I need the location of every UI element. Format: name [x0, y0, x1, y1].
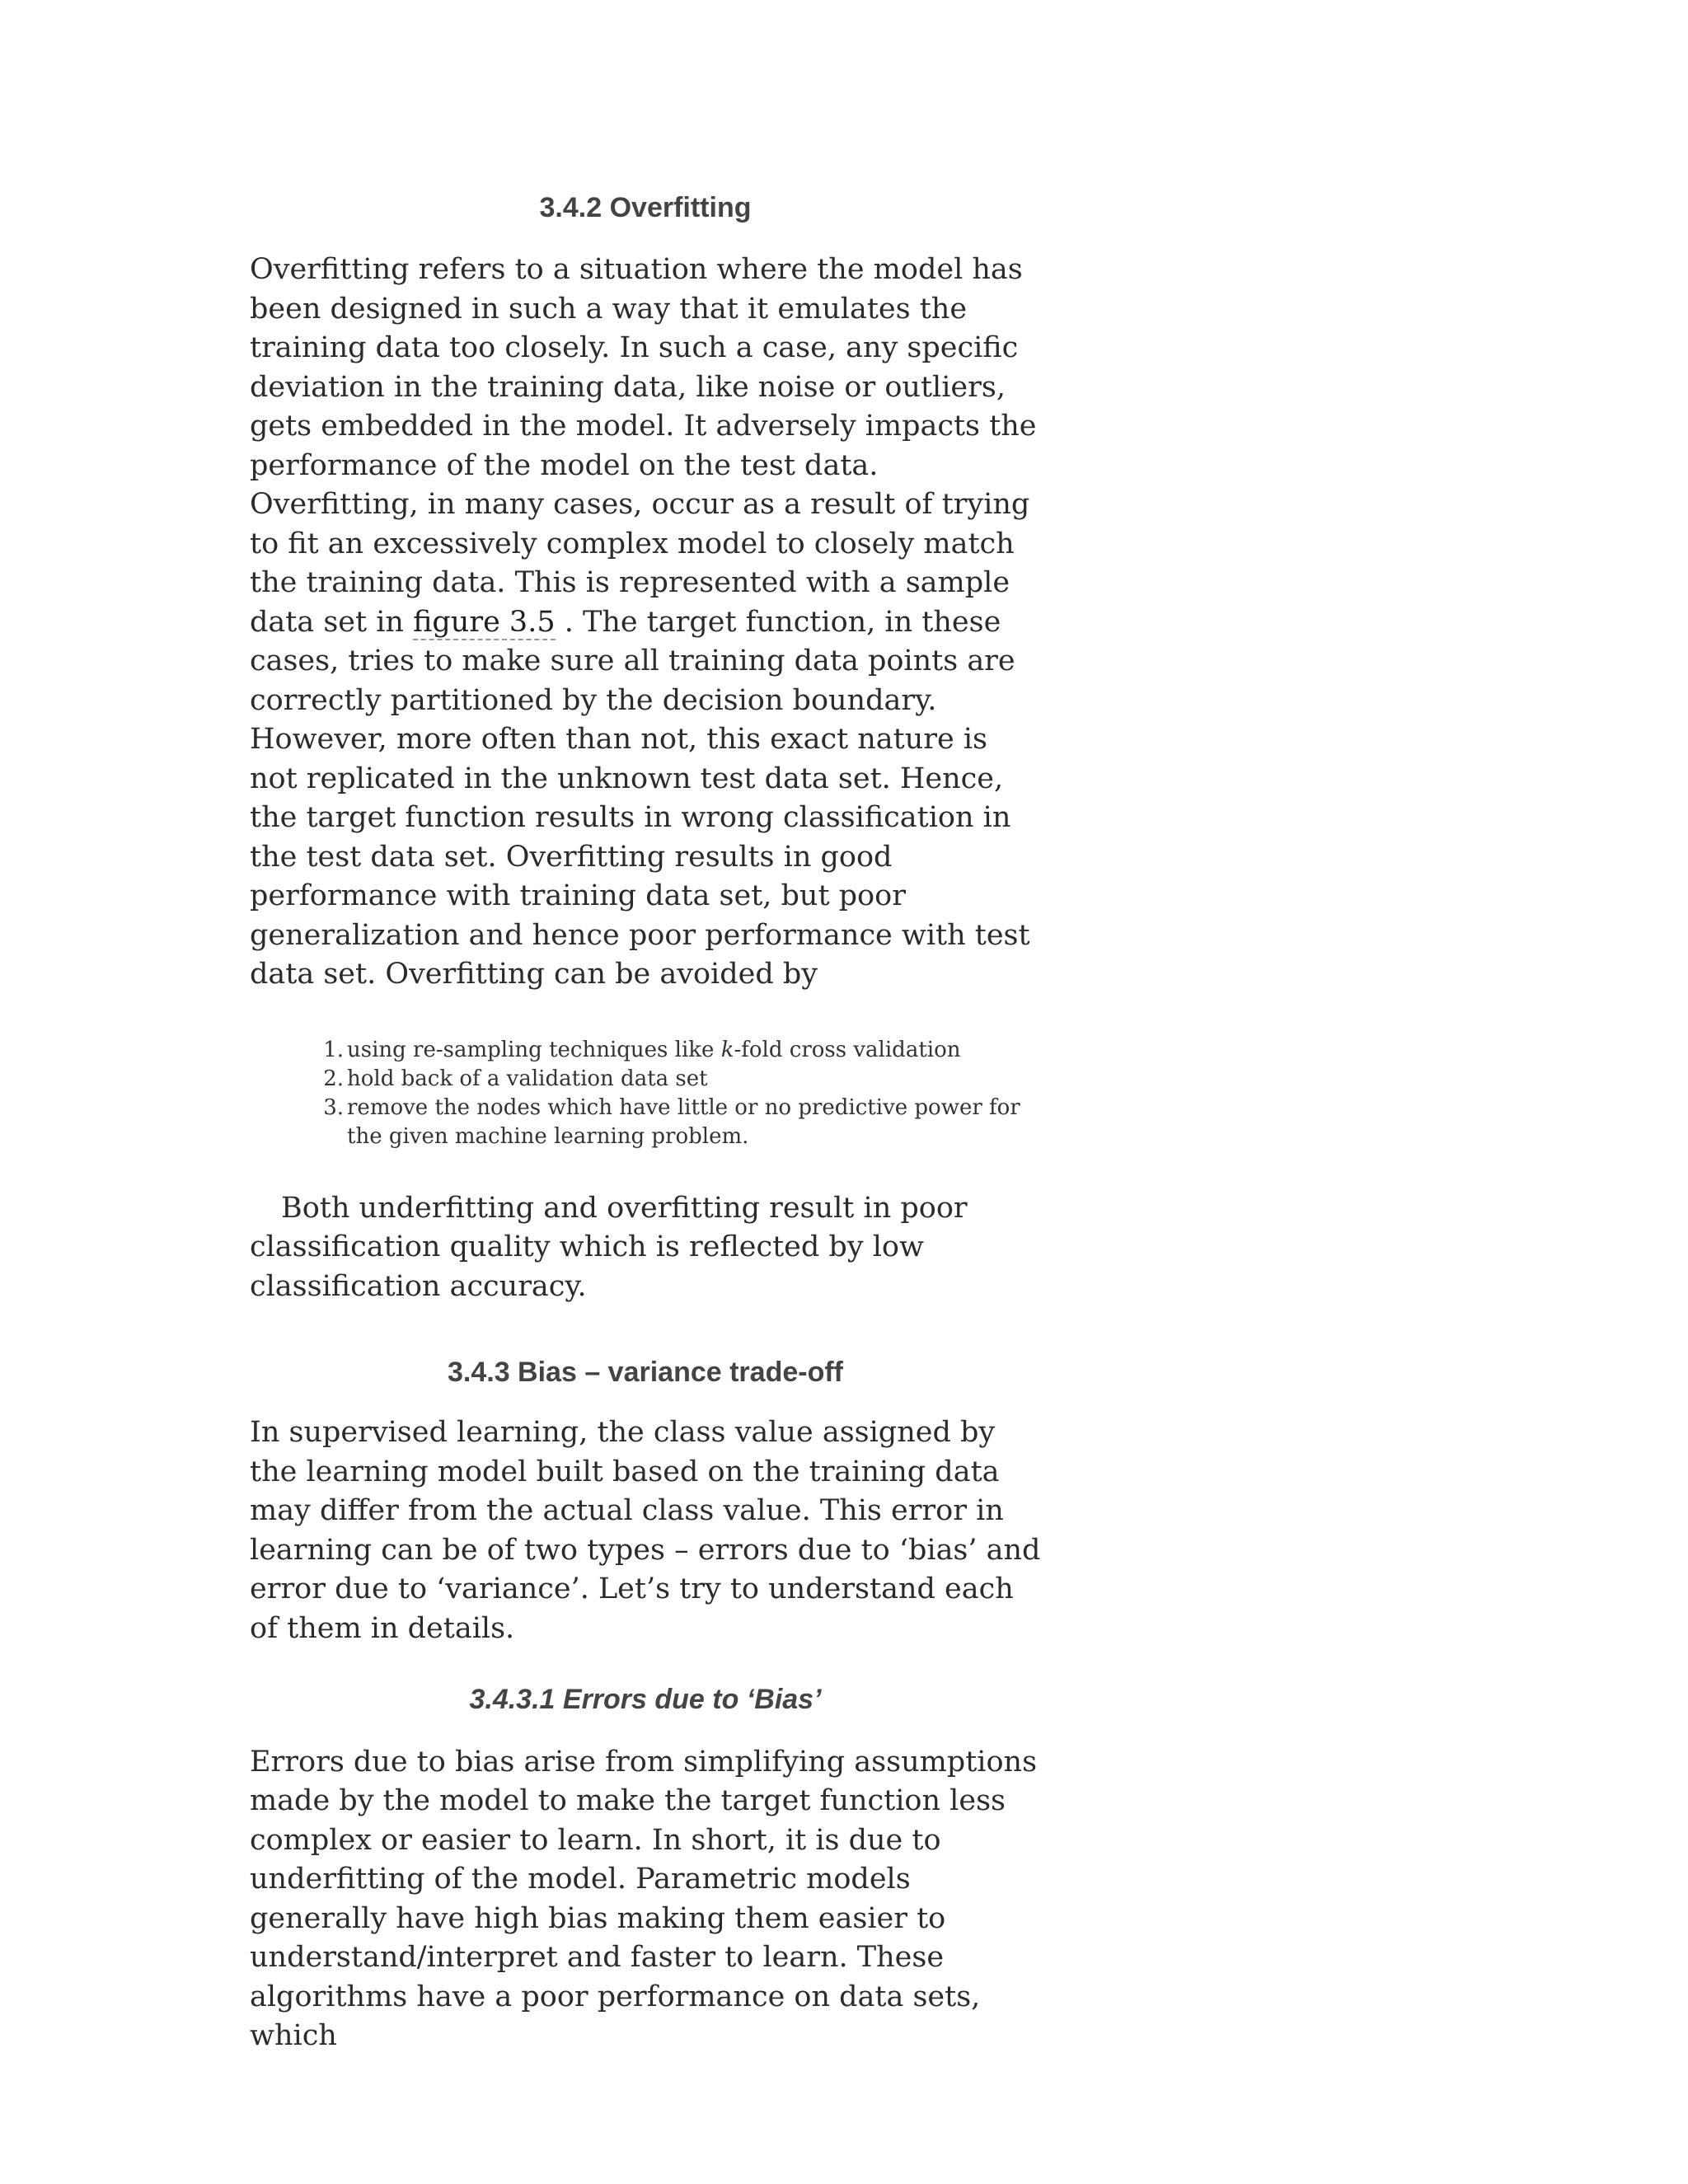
list-item: [323, 1094, 1041, 1151]
list-item-number: 2.: [323, 1066, 344, 1091]
overfitting-paragraph-text-1: Overfitting refers to a situation where the model has been designed in such a way that it emulates the training data too closely. In such a case, any specific deviation in the training data, like noise or outliers, gets embedded in the model. It adversely impacts the performance of the model on the test data. Overfitting, in many cases, occur as a result of trying to fit an excessively complex model to closely match the training data. This is represented with a sample data set in: [250, 253, 1037, 639]
section-heading-errors-bias: 3.4.3.1 Errors due to ‘Bias’: [469, 1684, 822, 1716]
list-item: [323, 1065, 1041, 1094]
list-item-text: hold back of a validation data set: [347, 1066, 708, 1091]
list-item-text: remove the nodes which have little or no predictive power for the given machine learning problem.: [347, 1094, 1020, 1149]
figure-3-5-link[interactable]: figure 3.5: [413, 605, 556, 639]
document-page: [250, 190, 1041, 2056]
list-item-text: using re-sampling techniques like: [347, 1037, 721, 1062]
list-item-emphasis: k: [720, 1037, 734, 1062]
avoid-overfitting-list: [250, 1036, 1041, 1151]
section-heading-bias-variance: 3.4.3 Bias – variance trade-off: [447, 1357, 843, 1389]
overfitting-paragraph: [250, 251, 1041, 995]
list-item-text-end: -fold cross validation: [734, 1037, 961, 1062]
errors-bias-paragraph: Errors due to bias arise from simplifying assumptions made by the model to make the target function less complex or easier to learn. In short, it is due to underfitting of the model. Parametric models generally have high bias making them easier to understand/interpret and faster to learn. These algorithms have a poor performance on data sets, which: [250, 1745, 1038, 2053]
overfitting-paragraph-text-2: . The target function, in these cases, tries to make sure all training data points are correctly partitioned by the decision boundary. However, more often than not, this exact nature is not replicated in the unknown test data set. Hence, the target function results in wrong classification in the test data set. Overfitting results in good performance with training data set, but poor generalization and hence poor performance with test data set. Overfitting can be avoided by: [250, 605, 1030, 991]
section-heading-overfitting: 3.4.2 Overfitting: [539, 192, 752, 223]
list-item-number: 3.: [323, 1094, 344, 1120]
list-item-number: 1.: [323, 1037, 344, 1062]
underfitting-overfitting-paragraph: Both underfitting and overfitting result in poor classification quality which is reflected by low classification accuracy.: [250, 1191, 968, 1303]
bias-variance-paragraph: In supervised learning, the class value assigned by the learning model built based on the training data may differ from the actual class value. This error in learning can be of two types – errors due to ‘bias’ and error due to ‘variance’. Let’s try to understand each of them in details.: [250, 1416, 1041, 1645]
list-item: [323, 1036, 1041, 1065]
